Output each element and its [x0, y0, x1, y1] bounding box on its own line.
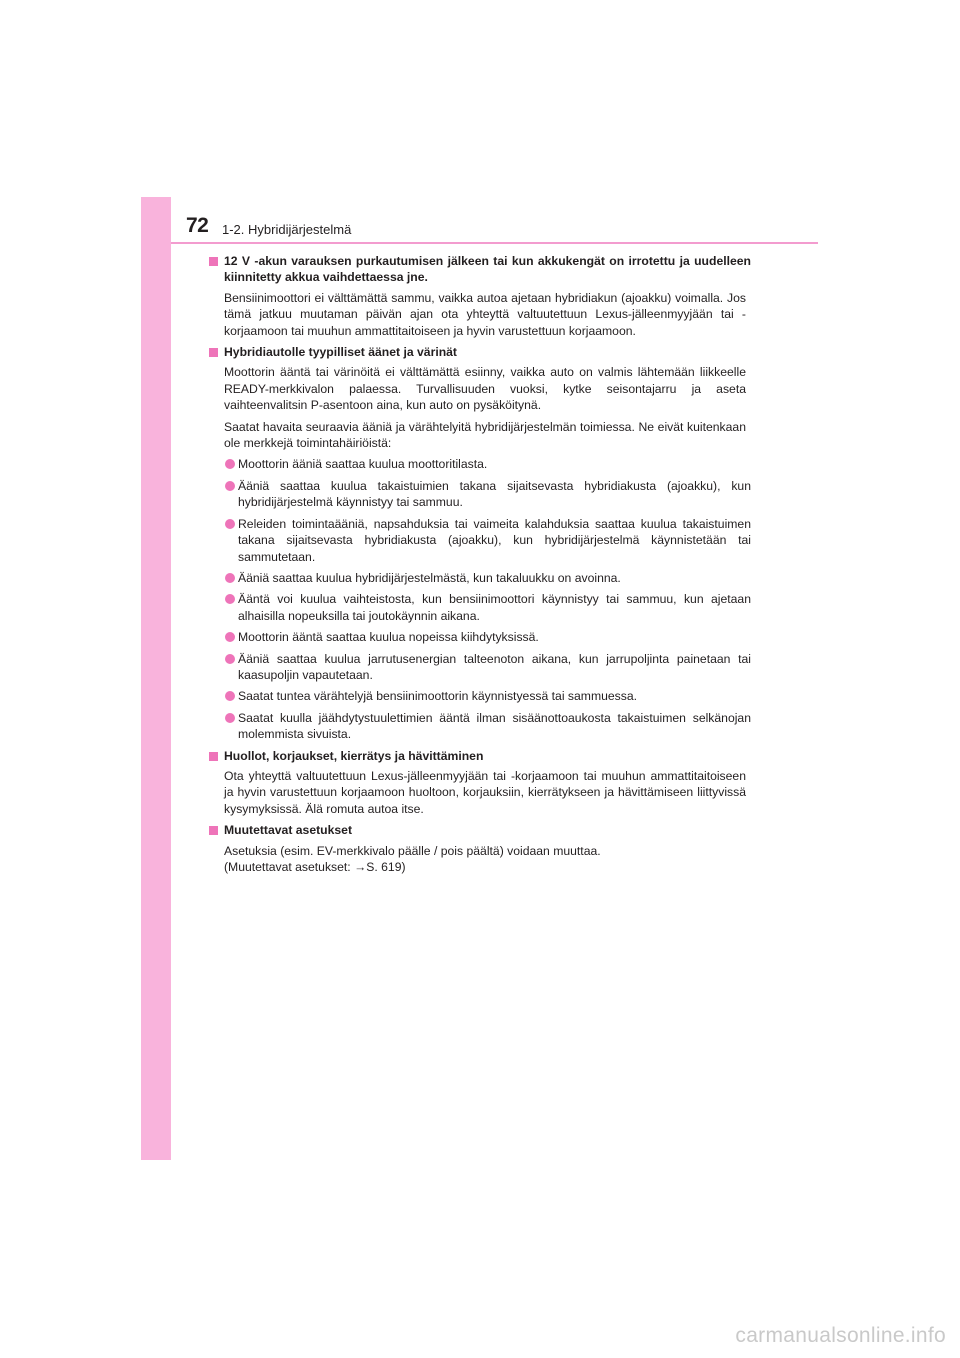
list-item: [224, 516, 751, 565]
section-heading-text: 12 V -akun varauksen purkautumisen jälkeen tai kun akkukengät on irrotettu ja uudelleen kiinnitetty akkua vaihdettaessa jne.: [224, 254, 751, 285]
list-item: [224, 710, 751, 743]
section-heading-text: Huollot, korjaukset, kierrätys ja hävittäminen: [224, 748, 484, 763]
body-paragraph: Bensiinimoottori ei välttämättä sammu, vaikka autoa ajetaan hybridiakun (ajoakku) voimalla. Jos tämä jatkuu muutaman päivän ajan ota yhteyttä valtuutettuun Lexus-jälleenmyyjään tai -korjaamoon tai muuhun ammattitaitoiseen ja hyvin varustettuun korjaamoon.: [224, 290, 746, 338]
list-item-text: Ääniä saattaa kuulua jarrutusenergian talteenoton aikana, kun jarrupoljinta painetaan tai kaasupoljin vapautetaan.: [238, 651, 751, 682]
body-paragraph: Moottorin ääntä tai värinöitä ei välttämättä esiinny, vaikka auto on valmis lähtemään liikkeelle READY-merkkivalon palaessa. Turvallisuuden vuoksi, kytke seisontajarru ja aseta vaihteenvalitsin P-asentoon aina, kun auto on pysäköitynä.: [224, 365, 746, 413]
list-item-text: Ääniä saattaa kuulua hybridijärjestelmästä, kun takaluukku on avoinna.: [238, 570, 621, 585]
chapter-tab-bar: [141, 197, 171, 1160]
list-item: [224, 629, 751, 645]
list-item-text: Ääniä saattaa kuulua takaistuimien takana sijaitsevasta hybridiakusta (ajoakku), kun hybridijärjestelmä käynnistyy tai sammuu.: [238, 478, 751, 510]
body-paragraph: Ota yhteyttä valtuutettuun Lexus-jälleenmyyjään tai -korjaamoon tai muuhun ammattitaitoiseen ja hyvin varustettuun korjaamoon huoltoon, korjauksiin, kierrätykseen ja hävittämiseen liittyvissä kysymyksissä. Älä romuta autoa itse.: [224, 768, 746, 816]
round-bullet-icon: [225, 481, 235, 491]
list-item-text: Saatat kuulla jäähdytystuulettimien ääntä ilman sisäänottoaukosta takaistuimen selkänojan molemmista sivuista.: [238, 710, 751, 742]
list-item-text: Saatat tuntea värähtelyjä bensiinimoottorin käynnistyessä tai sammuessa.: [238, 689, 638, 704]
section-heading-text: Hybridiautolle tyypilliset äänet ja värinät: [224, 345, 457, 360]
round-bullet-icon: [225, 594, 235, 604]
section-title: 1-2. Hybridijärjestelmä: [222, 222, 352, 237]
list-item: [224, 651, 751, 684]
page-number: 72: [186, 214, 209, 237]
list-item-text: Moottorin ääntä saattaa kuulua nopeissa kiihdytyksissä.: [238, 630, 539, 645]
round-bullet-icon: [225, 713, 235, 723]
round-bullet-icon: [225, 654, 235, 664]
square-bullet-icon: [209, 257, 218, 266]
square-bullet-icon: [209, 826, 218, 835]
round-bullet-icon: [225, 573, 235, 583]
list-item: [224, 591, 751, 624]
round-bullet-icon: [225, 459, 235, 469]
section-heading: [208, 822, 751, 838]
list-item: [224, 478, 751, 511]
body-paragraph: Asetuksia (esim. EV-merkkivalo päälle / pois päältä) voidaan muuttaa.: [224, 843, 601, 858]
square-bullet-icon: [209, 348, 218, 357]
watermark: carmanualsonline.info: [735, 1324, 946, 1347]
round-bullet-icon: [225, 691, 235, 701]
body-paragraph: Saatat havaita seuraavia ääniä ja värähtelyitä hybridijärjestelmän toimiessa. Ne eivät kuitenkaan ole merkkejä toimintahäiriöistä:: [224, 419, 746, 451]
square-bullet-icon: [209, 752, 218, 761]
section-heading: [208, 748, 751, 764]
section-heading: [208, 344, 751, 360]
list-item-text: Ääntä voi kuulua vaihteistosta, kun bensiinimoottori käynnistyy tai sammuu, kun ajetaan alhaisilla nopeuksilla tai joutokäynnin aikana.: [238, 592, 751, 623]
list-item-text: Moottorin ääniä saattaa kuulua moottoritilasta.: [238, 457, 488, 472]
list-item: [224, 570, 751, 586]
list-item-text: Releiden toimintaääniä, napsahduksia tai vaimeita kalahduksia saattaa kuulua takaistuimen takana sijaitsevasta hybridiakusta (ajoakku), kun hybridijärjestelmä käynnistetään tai sammutetaan.: [238, 516, 751, 564]
list-item: [224, 456, 751, 472]
list-item: [224, 688, 751, 704]
page-content: [208, 253, 751, 880]
section-heading: [208, 253, 751, 286]
section-heading-text: Muutettavat asetukset: [224, 823, 353, 838]
page-reference-link[interactable]: (Muutettavat asetukset: →S. 619): [224, 860, 406, 874]
round-bullet-icon: [225, 632, 235, 642]
round-bullet-icon: [225, 519, 235, 529]
header-divider: [171, 242, 818, 244]
